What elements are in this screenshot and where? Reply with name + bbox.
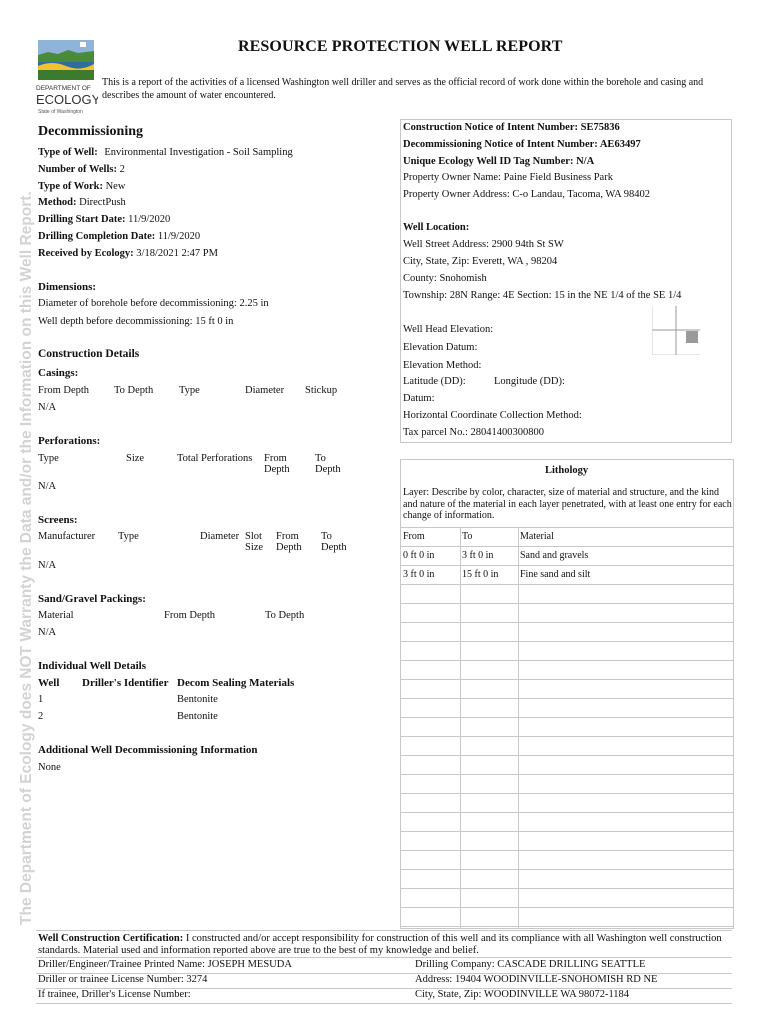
well-city-state-zip: City, State, Zip: Everett, WA , 98204	[403, 256, 558, 267]
type-of-work-row	[38, 181, 125, 192]
individual-col-materials: Decom Sealing Materials	[177, 677, 295, 689]
latitude: Latitude (DD):	[403, 376, 466, 387]
table-row	[401, 565, 733, 584]
perforations-value: N/A	[38, 481, 57, 492]
individual-well-heading: Individual Well Details	[38, 660, 146, 672]
individual-row-material: Bentonite	[177, 694, 218, 705]
well-street-address: Well Street Address: 2900 94th St SW	[403, 239, 564, 250]
screens-col-diameter: Diameter	[200, 531, 240, 542]
lithology-material: Sand and gravels	[520, 550, 589, 561]
additional-info-value: None	[38, 762, 61, 773]
driller-license-number: Driller or trainee License Number: 3274	[38, 974, 208, 985]
lithology-heading: Lithology	[545, 465, 589, 476]
drilling-company: Drilling Company: CASCADE DRILLING SEATTLE	[415, 959, 646, 970]
sand-col-from: From Depth	[164, 610, 216, 621]
casings-col-stickup: Stickup	[305, 385, 338, 396]
method-value: DirectPush	[79, 197, 126, 208]
decommissioning-notice: Decommissioning Notice of Intent Number: AE63497	[403, 139, 641, 150]
ecology-logo	[36, 40, 98, 119]
type-of-work-value: New	[105, 181, 126, 192]
property-owner-address: Property Owner Address: C-o Landau, Tacoma, WA 98402	[403, 189, 651, 200]
logo-ecology-text: ECOLOGY	[36, 92, 98, 107]
well-township: Township: 28N Range: 4E Section: 15 in the NE 1/4 of the SE 1/4	[403, 290, 682, 301]
well-head-elevation: Well Head Elevation:	[403, 324, 494, 335]
construction-notice: Construction Notice of Intent Number: SE75836	[403, 122, 620, 133]
lithology-col-material: Material	[520, 531, 554, 542]
screens-col-from-depth: Depth	[276, 542, 302, 553]
construction-details-heading: Construction Details	[38, 348, 140, 360]
report-intro: This is a report of the activities of a licensed Washington well driller and serves as the official record of work done within the borehole and casing and describes the amount of water encountered.	[102, 77, 704, 101]
drilling-start-value: 11/9/2020	[128, 214, 171, 225]
company-address: Address: 19404 WOODINVILLE-SNOHOMISH RD NE	[415, 974, 658, 985]
drilling-completion-value: 11/9/2020	[157, 231, 201, 242]
casings-col-from: From Depth	[38, 385, 90, 396]
screens-col-size: Size	[245, 542, 264, 553]
well-county: County: Snohomish	[403, 273, 487, 284]
screens-col-to: To	[321, 531, 332, 542]
screens-value: N/A	[38, 560, 57, 571]
number-of-wells-label: Number of Wells:	[38, 164, 117, 175]
perf-col-type: Type	[38, 453, 59, 464]
perf-col-size: Size	[126, 453, 145, 464]
casings-value: N/A	[38, 402, 57, 413]
certification-text	[38, 933, 732, 956]
property-owner-name: Property Owner Name: Paine Field Business Park	[403, 172, 613, 183]
screens-col-from: From	[276, 531, 299, 542]
lithology-col-from: From	[403, 531, 425, 542]
lithology-to: 3 ft 0 in	[462, 550, 494, 561]
elevation-datum: Elevation Datum:	[403, 342, 478, 353]
screens-heading: Screens:	[38, 514, 78, 526]
perf-col-total: Total Perforations	[177, 453, 253, 464]
sand-gravel-value: N/A	[38, 627, 57, 638]
logo-state-text: State of Washington	[38, 109, 83, 115]
drilling-start-label: Drilling Start Date:	[38, 214, 126, 225]
lithology-description: Layer: Describe by color, character, size of material and structure, and the kind and nature of the material in each layer penetrated, with at least one entry for each change of information.	[403, 487, 732, 521]
additional-info-heading: Additional Well Decommissioning Information	[38, 744, 258, 756]
perf-col-from: From	[264, 453, 287, 464]
lithology-from: 3 ft 0 in	[403, 569, 435, 580]
casings-col-diameter: Diameter	[245, 385, 285, 396]
report-title: RESOURCE PROTECTION WELL REPORT	[238, 38, 563, 55]
perforations-heading: Perforations:	[38, 435, 101, 447]
logo-dept-text: DEPARTMENT OF	[36, 85, 91, 92]
ecology-logo-graphic	[36, 40, 98, 116]
screens-col-slot: Slot	[245, 531, 262, 542]
individual-row-well: 2	[38, 711, 44, 722]
type-of-well-value: Environmental Investigation - Soil Sampling	[104, 147, 293, 158]
casings-col-to: To Depth	[114, 385, 154, 396]
well-location-heading: Well Location:	[403, 222, 470, 233]
drilling-start-row	[38, 214, 170, 225]
individual-row-well: 1	[38, 694, 44, 705]
perf-col-to: To	[315, 453, 326, 464]
screens-col-manufacturer: Manufacturer	[38, 531, 96, 542]
elevation-method: Elevation Method:	[403, 360, 482, 371]
horizontal-method: Horizontal Coordinate Collection Method:	[403, 410, 582, 421]
section-quarter-diagram	[652, 306, 700, 355]
individual-col-identifier: Driller's Identifier	[82, 677, 169, 689]
lithology-to: 15 ft 0 in	[462, 569, 499, 580]
decommissioning-heading: Decommissioning	[38, 124, 143, 139]
casings-heading: Casings:	[38, 367, 79, 379]
lithology-table	[401, 527, 733, 945]
method-row	[38, 197, 126, 208]
screens-col-type: Type	[118, 531, 139, 542]
perf-col-to-depth: Depth	[315, 464, 341, 475]
sand-gravel-heading: Sand/Gravel Packings:	[38, 593, 146, 605]
sand-col-to: To Depth	[265, 610, 305, 621]
type-of-well-row	[38, 147, 293, 158]
section-grid-graphic	[652, 306, 700, 355]
sand-col-material: Material	[38, 610, 74, 621]
perf-col-from-depth: Depth	[264, 464, 290, 475]
driller-printed-name: Driller/Engineer/Trainee Printed Name: JOSEPH MESUDA	[38, 959, 292, 970]
number-of-wells-row	[38, 164, 125, 175]
disclaimer-watermark: The Department of Ecology does NOT Warranty the Data and/or the Information on this Well Report.	[18, 191, 35, 925]
lithology-box	[400, 459, 734, 929]
individual-row-material: Bentonite	[177, 711, 218, 722]
drilling-completion-row	[38, 231, 200, 242]
casings-col-type: Type	[179, 385, 200, 396]
lithology-from: 0 ft 0 in	[403, 550, 435, 561]
received-row	[38, 248, 218, 259]
number-of-wells-value: 2	[119, 164, 125, 175]
borehole-diameter: Diameter of borehole before decommissioning: 2.25 in	[38, 298, 269, 309]
company-city-state-zip: City, State, Zip: WOODINVILLE WA 98072-1184	[415, 989, 630, 1000]
dimensions-heading: Dimensions:	[38, 281, 97, 293]
certification-statement: I constructed and/or accept responsibility for construction of this well and its compliance with all Washington well construction standards. Material used and information reported above are true to the best of my knowledge and belief.	[38, 933, 722, 956]
received-label: Received by Ecology:	[38, 248, 134, 259]
lithology-material: Fine sand and silt	[520, 569, 591, 580]
ecology-tag-number: Unique Ecology Well ID Tag Number: N/A	[403, 156, 595, 167]
longitude: Longitude (DD):	[494, 376, 565, 387]
type-of-well-label: Type of Well:	[38, 147, 98, 158]
lithology-header-row	[401, 527, 733, 546]
tax-parcel: Tax parcel No.: 28041400300800	[403, 427, 544, 438]
datum: Datum:	[403, 393, 435, 404]
method-label: Method:	[38, 197, 77, 208]
type-of-work-label: Type of Work:	[38, 181, 103, 192]
drilling-completion-label: Drilling Completion Date:	[38, 231, 156, 242]
individual-col-well: Well	[38, 677, 60, 689]
table-row	[401, 546, 733, 565]
screens-col-to-depth: Depth	[321, 542, 347, 553]
lithology-col-to: To	[462, 531, 473, 542]
trainee-license-number: If trainee, Driller's License Number:	[38, 989, 191, 1000]
certification-section	[36, 930, 732, 1002]
received-value: 3/18/2021 2:47 PM	[136, 248, 218, 259]
well-depth: Well depth before decommissioning: 15 ft 0 in	[38, 316, 234, 327]
certification-label: Well Construction Certification:	[38, 933, 184, 944]
